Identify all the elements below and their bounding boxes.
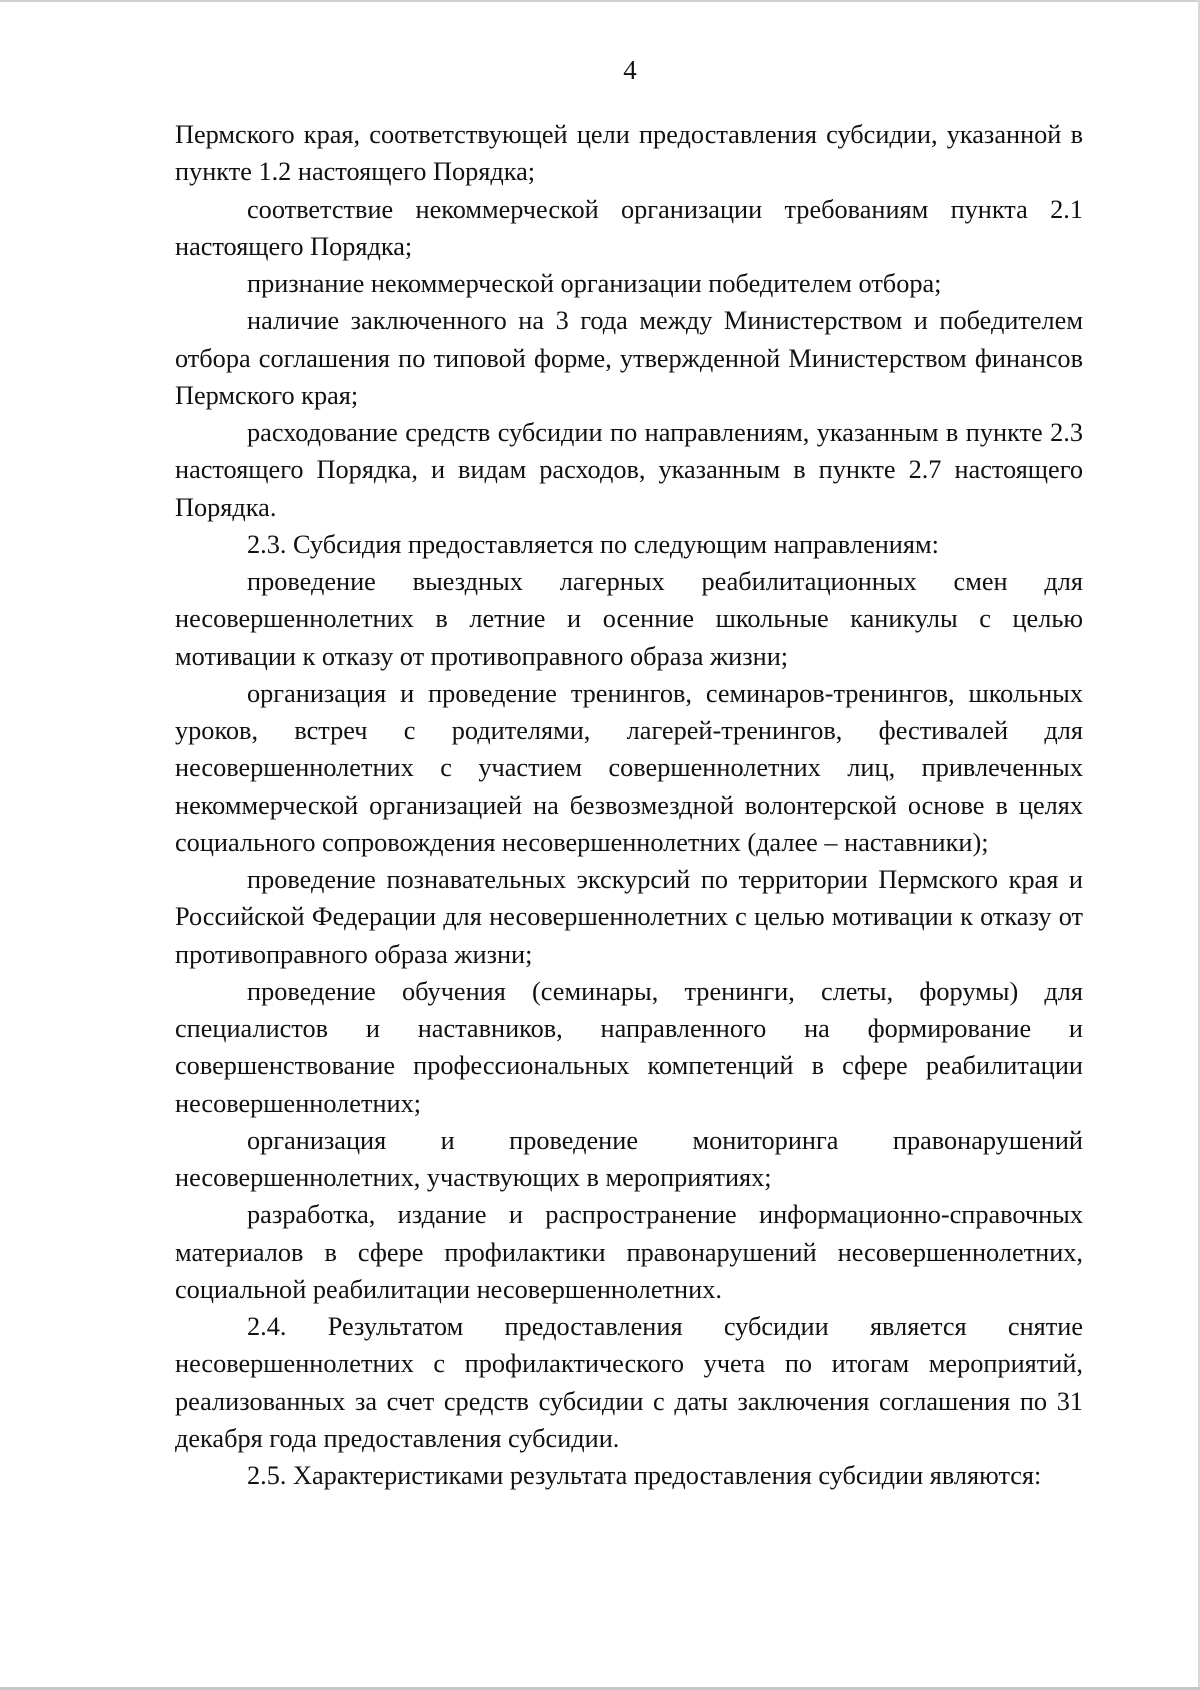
paragraph-requirements-compliance: соответствие некоммерческой организации требованиям пункта 2.1 настоящего Порядка; [175,194,1083,261]
paragraph-continuation: Пермского края, соответствующей цели предоставления субсидии, указанной в пункте 1.2 настоящего Порядка; [175,120,1083,187]
document-body [175,116,1083,1494]
paragraph-2-5-characteristics: 2.5. Характеристиками результата предоставления субсидии являются: [247,1461,1042,1490]
paragraph-excursions: проведение познавательных экскурсий по территории Пермского края и Российской Федерации для несовершеннолетних с целью мотивации к отказу от противоправного образа жизни; [175,865,1083,969]
paragraph-monitoring: организация и проведение мониторинга правонарушений несовершеннолетних, участвующих в мероприятиях; [175,1125,1083,1192]
page-number: 4 [623,55,637,85]
scan-edge-top [0,0,1200,2]
paragraph-2-3-heading: 2.3. Субсидия предоставляется по следующим направлениям: [247,529,939,559]
paragraph-camp-shifts: проведение выездных лагерных реабилитационных смен для несовершеннолетних в летние и осенние школьные каникулы с целью мотивации к отказу от противоправного образа жизни; [175,567,1083,671]
paragraph-2-4-result: 2.4. Результатом предоставления субсидии является снятие несовершеннолетних с профилактического учета по итогам мероприятий, реализованных за счет средств субсидии с даты заключения соглашения по 31 декабря года предоставления субсидии. [175,1312,1083,1453]
paragraph-agreement: наличие заключенного на 3 года между Министерством и победителем отбора соглашения по типовой форме, утвержденной Министерством финансов Пермского края; [175,306,1083,410]
paragraph-selection-winner: признание некоммерческой организации победителем отбора; [247,269,942,298]
paragraph-info-materials: разработка, издание и распространение информационно-справочных материалов в сфере профилактики правонарушений несовершеннолетних, социальной реабилитации несовершеннолетних. [175,1200,1083,1304]
paragraph-spending: расходование средств субсидии по направлениям, указанным в пункте 2.3 настоящего Порядка, и видам расходов, указанным в пункте 2.7 настоящего Порядка. [175,418,1083,522]
paragraph-trainings: организация и проведение тренингов, семинаров-тренингов, школьных уроков, встреч с родителями, лагерей-тренингов, фестивалей для несовершеннолетних с участием совершеннолетних лиц, привлеченных некоммерческой организацией на безвозмездной волонтерской основе в целях социального сопровождения несовершеннолетних (далее – наставники); [175,678,1083,857]
paragraph-specialist-training: проведение обучения (семинары, тренинги, слеты, форумы) для специалистов и наставников, направленного на формирование и совершенствование профессиональных компетенций в сфере реабилитации несовершеннолетних; [175,976,1083,1118]
